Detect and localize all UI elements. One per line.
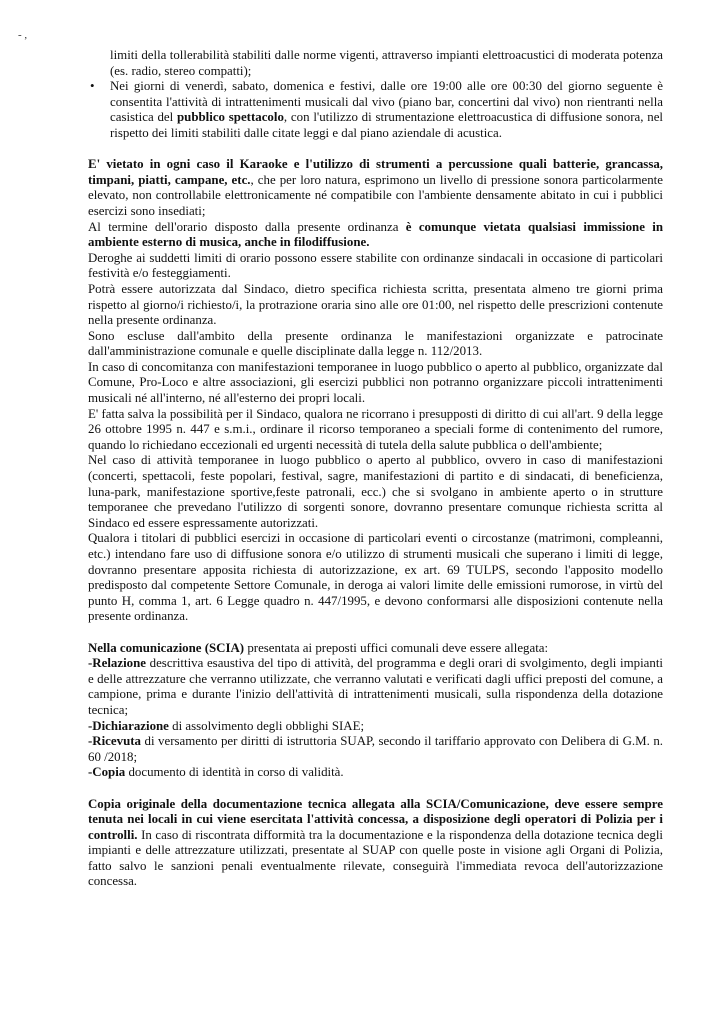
paragraph-end-time-bold: è comunque vietata qualsiasi immissione in ambiente esterno di musica, anche in filodiffusione. <box>88 219 663 250</box>
list-item-text-end: , con l'utilizzo di strumentazione elettroacustica di diffusione sonora, nel rispetto dei limiti stabiliti dalle citate leggi e dal piano aziendale di acustica. <box>110 110 663 140</box>
paragraph-mayor-powers: E' fatta salva la possibilità per il Sindaco, qualora ne ricorrano i presupposti di diritto di cui all'art. 9 della legge 26 ottobre 1995 n. 447 e s.m.i., ordinare il ricorso temporaneo a speciali forme di contenimento del rumore, quando lo richiedano eccezionali ed urgenti necessità di tutela della salute pubblica o dell'ambiente; <box>88 406 663 452</box>
paragraph-private-events: Qualora i titolari di pubblici esercizi in occasione di particolari eventi o circostanze (matrimoni, compleanni, etc.) intendano fare uso di diffusione sonora e/o utilizzo di strumenti musicali che superano i limiti di legge, dovranno presentare apposita richiesta di autorizzazione, ex art. 69 TULPS, secondo l'apposito modello predisposto dal competente Settore Comunale, in deroga ai valori limite delle emissioni rumorose, in virtù del punto H, comma 1, art. 6 Legge quadro n. 447/1995, e devono conformarsi alle disposizioni contenute nella presente ordinanza. <box>88 531 663 624</box>
paragraph-technical-docs-bold: Copia originale della documentazione tecnica allegata alla SCIA/Comunicazione, deve essere sempre tenuta nei locali in cui viene esercitata l'attività concessa, a disposizione degli operatori di Polizia per i controlli. <box>88 796 663 842</box>
paragraph-end-time-text: Al termine dell'orario disposto dalla presente ordinanza <box>88 219 406 234</box>
paragraph-extension: Potrà essere autorizzata dal Sindaco, dietro specifica richiesta scritta, presentata almeno tre giorni prima rispetto al giorno/i richiesto/i, la protrazione oraria sino alle ore 01:00, nel rispetto delle prescrizioni contenute nella presente ordinanza. <box>88 281 663 328</box>
scia-requirement-declaration <box>88 719 663 735</box>
list-item-bold: pubblico spettacolo <box>176 110 284 125</box>
scia-intro-text: presentata ai preposti uffici comunali deve essere allegata: <box>244 640 549 655</box>
paragraph-technical-docs <box>88 797 663 891</box>
scia-requirement-id-copy-bold: -Copia <box>88 765 126 780</box>
document-body <box>88 48 663 890</box>
list-item <box>88 79 663 141</box>
paragraph-karaoke-text: , che per loro natura, esprimono un livello di pressione sonora particolarmente elevato, non controllabile elettronicamente né compatibile con l'ambiente densamente abitato in cui i pubblici esercizi sono insediati; <box>88 172 663 218</box>
paragraph-karaoke-bold: E' vietato in ogni caso il Karaoke e l'utilizzo di strumenti a percussione quali batterie, grancassa, timpani, piatti, campane, etc. <box>88 157 663 187</box>
paragraph-technical-docs-text: In caso di riscontrata difformità tra la documentazione e la rispondenza della dotazione tecnica degli impianti e delle attrezzature utilizzati, presentate al SUAP con quelle poste in visione agli Organi di Polizia, fatto salvo le sanzioni penali eventualmente rilevate, conseguirà l'immediata revoca dell'autorizzazione concessa. <box>88 827 663 889</box>
list-item-continuation: limiti della tollerabilità stabiliti dalle norme vigenti, attraverso impianti elettroacustici di moderata potenza (es. radio, stereo compatti); <box>110 48 663 78</box>
scia-requirement-report <box>88 656 663 718</box>
list-item-text: Nei giorni di venerdì, sabato, domenica e festivi, dalle ore 19:00 alle ore 00:30 del giorno seguente è consentita l'attività di intrattenimenti musicali dal vivo (piano bar, concertini dal vivo) non rientranti nella casistica del <box>110 79 663 125</box>
paragraph-karaoke <box>88 157 663 219</box>
scia-intro <box>88 641 663 657</box>
paragraph-exclusions: Sono escluse dall'ambito della presente ordinanza le manifestazioni organizzate e patrocinate dall'amministrazione comunale e quelle disciplinate dalla legge n. 112/2013. <box>88 328 663 359</box>
scia-requirement-report-text: descrittiva esaustiva del tipo di attività, del programma e degli orari di svolgimento, degli impianti e delle attrezzature che verranno utilizzate, che verranno valutati e verificati dagli uffici preposti del comune, a campione, prima e durante l'inizio dell'attività di intrattenimenti musicali, sulla rispondenza della dotazione tecnica; <box>88 656 663 717</box>
paragraph-derogations: Deroghe ai suddetti limiti di orario possono essere stabilite con ordinanze sindacali in occasione di particolari festività e/o festeggiamenti. <box>88 250 663 281</box>
scia-intro-bold: Nella comunicazione (SCIA) <box>88 640 245 655</box>
scia-requirement-receipt <box>88 734 663 765</box>
paragraph-temporary-events: Nel caso di attività temporanee in luogo pubblico o aperto al pubblico, ovvero in caso di manifestazioni (concerti, spettacoli, feste popolari, festival, sagre, manifestazioni di partito e di sindacati, di beneficienza, luna-park, manifestazione sportive,feste patronali, ecc.) che si svolgano in ambiente aperto o in strutture temporanee che prevedano l'utilizzo di sorgenti sonore, dovranno presentare comunque richiesta scritta al Sindaco ed essere espressamente autorizzati. <box>88 453 663 530</box>
paragraph-end-time <box>88 220 663 251</box>
scia-requirement-declaration-text: di assolvimento degli obblighi SIAE; <box>168 718 365 733</box>
scia-requirement-id-copy <box>88 765 663 781</box>
scia-requirement-report-bold: -Relazione <box>88 656 146 671</box>
scia-requirement-declaration-bold: -Dichiarazione <box>88 718 169 733</box>
scia-requirement-receipt-bold: -Ricevuta <box>88 734 141 749</box>
scia-requirement-receipt-text: di versamento per diritti di istruttoria SUAP, secondo il tariffario approvato con Delibera di G.M. n. 60 /2018; <box>88 734 663 764</box>
scan-stray-marks: - , <box>18 29 28 41</box>
scia-requirement-id-copy-text: documento di identità in corso di validità. <box>125 765 344 780</box>
bullet-icon: • <box>90 79 95 94</box>
paragraph-concurrent-events: In caso di concomitanza con manifestazioni temporanee in luogo pubblico o aperto al pubblico, organizzate dal Comune, Pro-Loco e altre associazioni, gli esercizi pubblici non potranno organizzare piccoli intrattenimenti musicali né all'interno, né all'esterno dei propri locali. <box>88 359 663 406</box>
